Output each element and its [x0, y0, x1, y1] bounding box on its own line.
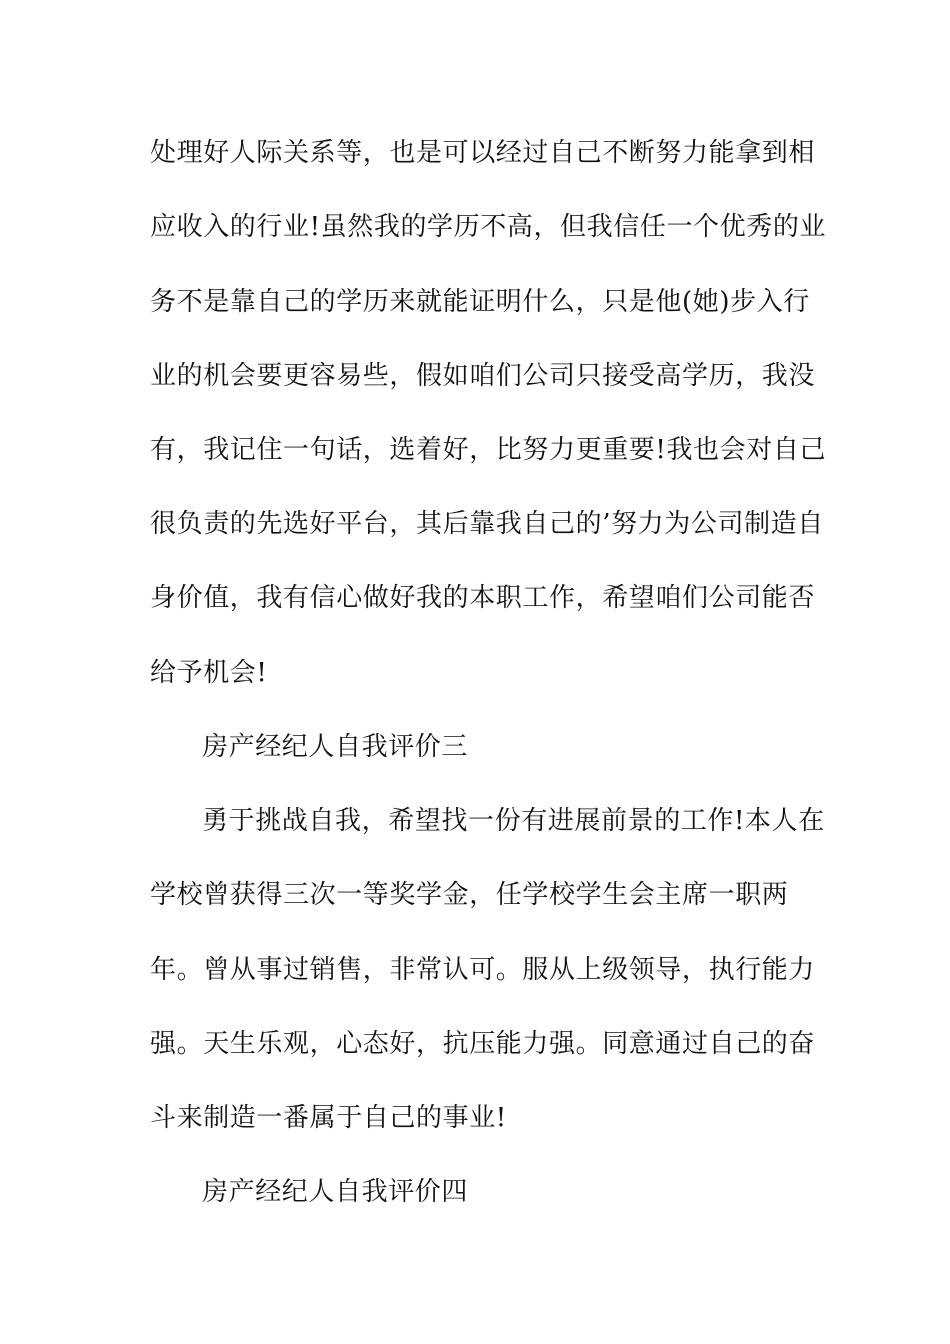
body-text-line: 很负责的先选好平台，其后靠我自己的’努力为公司制造自: [150, 509, 824, 539]
section-heading: 房产经纪人自我评价三: [202, 732, 469, 762]
body-text-line: 勇于挑战自我，希望找一份有进展前景的工作!本人在: [202, 806, 825, 836]
body-text-line: 年。曾从事过销售，非常认可。服从上级领导，执行能力: [150, 955, 816, 985]
body-text-line: 处理好人际关系等，也是可以经过自己不断努力能拿到相: [150, 138, 816, 168]
body-text-line: 给予机会!: [150, 658, 268, 688]
body-text-line: 务不是靠自己的学历来就能证明什么，只是他(她)步入行: [150, 287, 810, 317]
body-text-line: 学校曾获得三次一等奖学金，任学校学生会主席一职两: [150, 880, 789, 910]
body-text-line: 强。天生乐观，心态好，抗压能力强。同意通过自己的奋: [150, 1029, 816, 1059]
body-text-line: 应收入的行业!虽然我的学历不高，但我信任一个优秀的业: [150, 212, 827, 242]
body-text-line: 业的机会要更容易些，假如咱们公司只接受高学历，我没: [150, 361, 816, 391]
body-text-line: 有，我记住一句话，选着好，比努力更重要!我也会对自己: [150, 435, 827, 465]
body-text-line: 身价值，我有信心做好我的本职工作，希望咱们公司能否: [150, 583, 816, 613]
section-heading: 房产经纪人自我评价四: [202, 1177, 469, 1207]
body-text-line: 斗来制造一番属于自己的事业!: [150, 1103, 507, 1133]
